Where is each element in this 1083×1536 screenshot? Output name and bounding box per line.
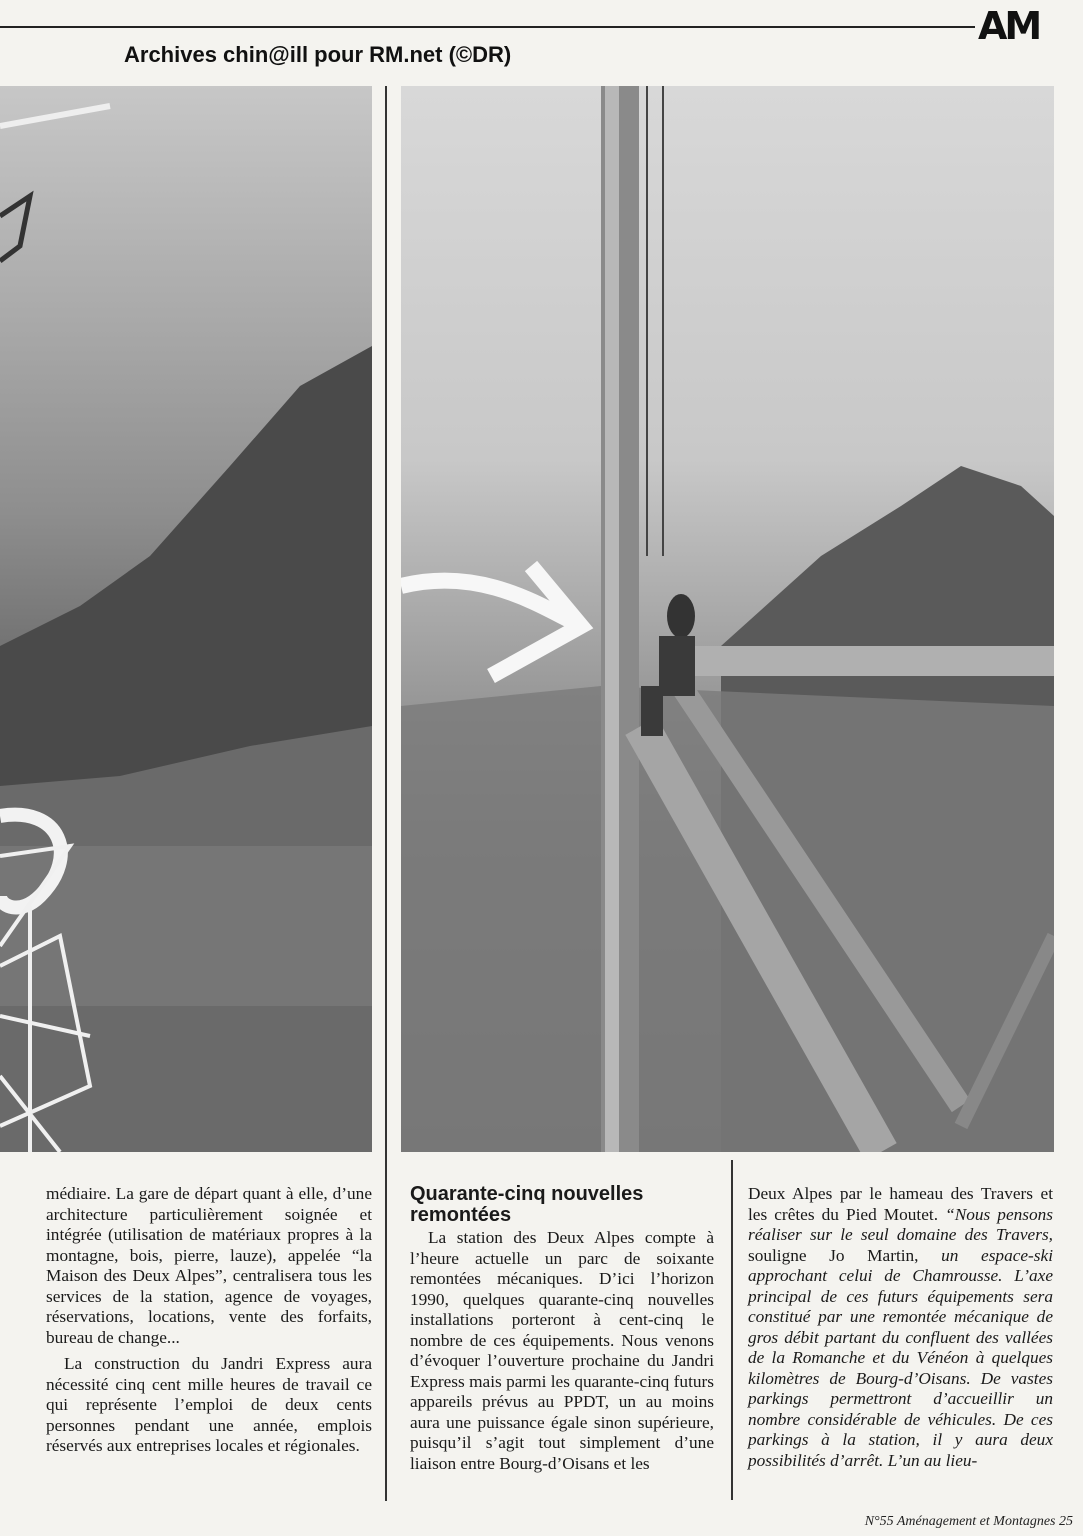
col1-paragraph-2: La construction du Jandri Express aura nécessité cinq cent mille heures de travail ce qui représente l’emploi de deux cents personnes pendant une année, emplois réservés aux entreprises locales et régionales.: [46, 1354, 372, 1455]
section-heading: Quarante-cinq nouvelles remontées: [410, 1183, 644, 1226]
text-column-3: [748, 1184, 1053, 1477]
top-rule: [0, 26, 975, 28]
text-column-2: [410, 1184, 714, 1480]
col3-quote-2: un espace-ski approchant celui de Chamrousse. L’axe principal de ces futurs équipements sera constitué par une remontée mécanique de gros débit partant du confluent des vallées de la Romanche et du Vénéon à quelques kilomètres de Bourg-d’Oisans. De vastes parkings permettront d’accueillir un nombre considérable de véhicules. De ces parkings à la station, il y aura deux possibilités d’arrêt. L’un au lieu-: [748, 1245, 1054, 1470]
archive-credit-title: Archives chin@ill pour RM.net (©DR): [124, 42, 512, 67]
col1-paragraph-1: médiaire. La gare de départ quant à elle, d’une architecture particulièrement soignée et intégrée (utilisation de matériaux propres à la montagne, bois, pierre, lauze), appelée “la Maison des Deux Alpes”, centralisera tous les services de la station, agence de voyages, réservations, locations, vente des forfaits, bureau de change...: [46, 1184, 372, 1347]
photo-worker-on-pylon: [401, 86, 1054, 1152]
col3-attribution: souligne Jo Martin,: [748, 1245, 919, 1265]
photo-valley-pylon: [0, 86, 372, 1152]
column-divider-left: [385, 86, 387, 1501]
page-footer: N°55 Aménagement et Montagnes 25: [864, 1514, 1073, 1529]
col3-lead-text: Deux Alpes par le hameau des Travers et les crêtes du Pied Moutet.: [748, 1184, 1053, 1224]
col3-paragraph-1: [748, 1184, 1053, 1471]
col3-quote-1: “Nous pensons réaliser sur le seul domaine des Travers,: [748, 1204, 1053, 1244]
col2-paragraph-1: La station des Deux Alpes compte à l’heure actuelle un parc de soixante remontées mécaniques. D’ici l’horizon 1990, quelques quarante-cinq nouvelles installations porteront à cent-cinq le nombre de ces équipements. Nous venons d’évoquer l’ouverture prochaine du Jandri Express mais parmi les quarante-cinq futurs appareils prévus au PPDT, un au moins aura une puissance égale sinon supérieure, puisqu’il s’agit tout simplement d’une liaison entre Bourg-d’Oisans et les: [410, 1228, 714, 1473]
column-divider-right: [731, 1160, 733, 1500]
magazine-logo: AM: [978, 4, 1040, 48]
text-column-1: [46, 1184, 372, 1463]
